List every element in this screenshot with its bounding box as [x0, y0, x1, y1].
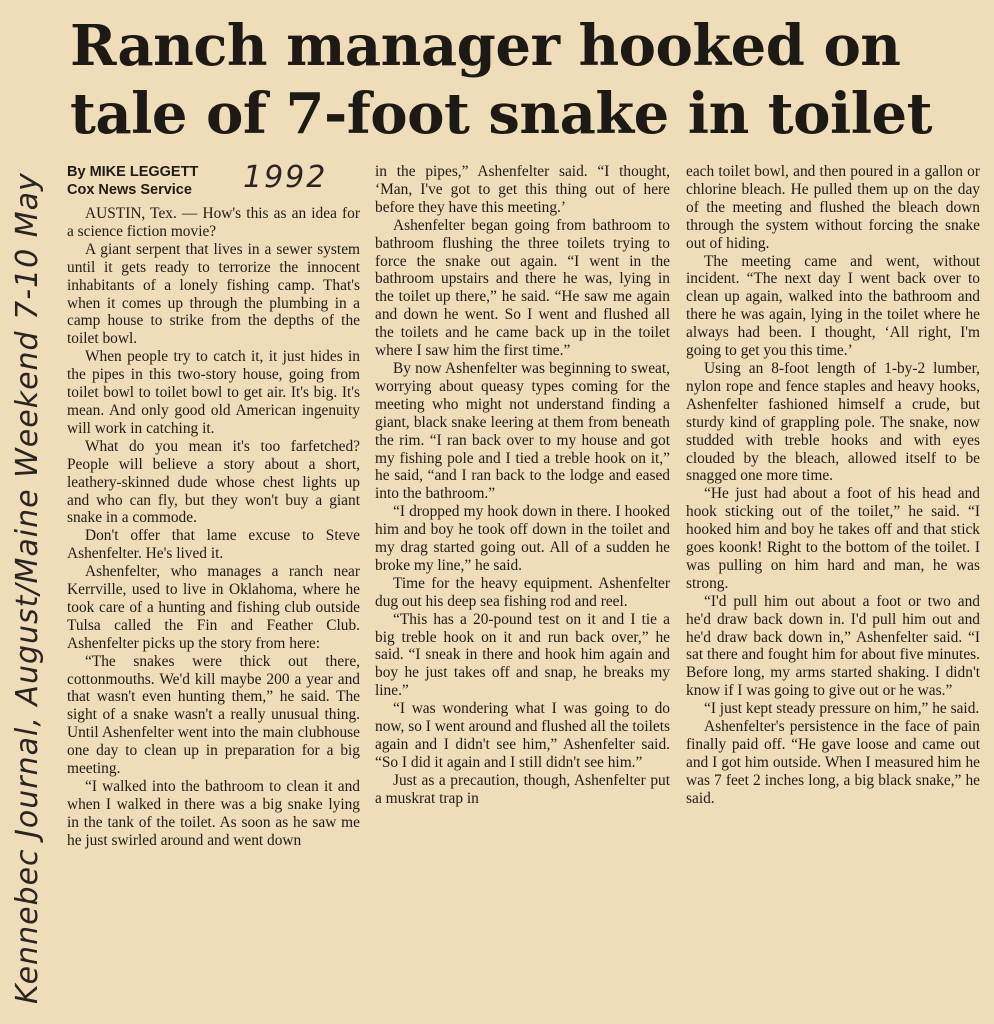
headline-line-1: Ranch manager hooked on: [70, 13, 901, 79]
paragraph: Just as a precaution, though, Ashenfelter put a muskrat trap in: [375, 771, 670, 807]
byline-service: Cox News Service: [67, 182, 192, 198]
handwritten-year: 1992: [243, 160, 328, 195]
paragraph: Don't offer that lame excuse to Steve Ashenfelter. He's lived it.: [67, 527, 360, 563]
paragraph: “I was wondering what I was going to do now, so I went around and flushed all the toilets again and I didn't see him,” Ashenfelter said. “So I did it again and I still didn't see him.”: [375, 700, 670, 771]
headline-line-2: tale of 7-foot snake in toilet: [70, 81, 933, 147]
paragraph: “The snakes were thick out there, cottonmouths. We'd kill maybe 200 a year and that wasn't even hunting them,” he said. The sight of a snake wasn't a really unusual thing. Until Ashenfelter went into the main clubhouse one day to clean up in preparation for a big meeting.: [67, 652, 360, 778]
paragraph: “I'd pull him out about a foot or two and he'd draw back down in. I'd pull him out and he'd draw back down in,” Ashenfelter said. “I sat there and fought him for about five minutes. Before long, my arms started shaking. I didn't know if I was going to give out or he was.”: [686, 592, 980, 700]
paragraph: AUSTIN, Tex. — How's this as an idea for a science fiction movie?: [67, 205, 360, 240]
paragraph: Time for the heavy equipment. Ashenfelter dug out his deep sea fishing rod and reel.: [375, 574, 670, 610]
paragraph: “I just kept steady pressure on him,” he said.: [704, 700, 980, 718]
paragraph: When people try to catch it, it just hides in the pipes in this two-story house, going from toilet bowl to toilet bowl to get air. It's big. It's mean. And only good old American ingenuity will work in catching it.: [67, 348, 360, 437]
paragraph: The meeting came and went, without incident. “The next day I went back over to clean up again, walked into the bathroom and there he was again, lying in the toilet where he always had been. I thought, ‘All right, I'm going to get you this time.’: [686, 252, 980, 360]
paragraph: By now Ashenfelter was beginning to sweat, worrying about queasy types coming for the meeting who might not understand finding a giant, black snake leering at them from beneath the rim. “I ran back over to my house and got my fishing pole and I tied a treble hook on it,” he said, “and I ran back to the lodge and eased into the bathroom.”: [375, 359, 670, 503]
paragraph: Ashenfelter's persistence in the face of pain finally paid off. “He gave loose and came out and I got him outside. When I measured him he was 7 feet 2 inches long, a big black snake,” he said.: [686, 718, 980, 807]
paragraph: Using an 8-foot length of 1-by-2 lumber, nylon rope and fence staples and heavy hooks, Ashenfelter fashioned himself a crude, but sturdy kind of grappling pole. The snake, now studded with treble hooks and with eyes clouded by the bleach, allowed itself to be snagged one more time.: [686, 359, 980, 485]
handwritten-margin-note: Kennebec Journal, August/Maine Weekend 7-10 May: [10, 172, 45, 1004]
paragraph: Ashenfelter, who manages a ranch near Kerrville, used to live in Oklahoma, where he took care of a hunting and fishing club outside Tulsa called the Fin and Feather Club. Ashenfelter picks up the story from here:: [67, 563, 360, 652]
article-column-3: [686, 163, 980, 808]
paragraph: A giant serpent that lives in a sewer system until it gets ready to terrorize the innocent inhabitants of a lonely fishing camp. That's when it comes up through the plumbing in a camp house to strike from the depths of the toilet bowl.: [67, 240, 360, 348]
paragraph: Ashenfelter began going from bathroom to bathroom flushing the three toilets trying to force the snake out again. “I went in the bathroom upstairs and there he was, lying in the toilet up there,” he said. “He saw me again and down he went. So I went and flushed all the toilets and he came back up in the toilet where I saw him the first time.”: [375, 216, 670, 360]
article-column-2: [375, 163, 670, 808]
paragraph: “I walked into the bathroom to clean it and when I walked in there was a big snake lying in the tank of the toilet. As soon as he saw me he just swirled around and went down: [67, 778, 360, 849]
paragraph: in the pipes,” Ashenfelter said. “I thought, ‘Man, I've got to get this thing out of here before they have this meeting.’: [375, 163, 670, 216]
paragraph: “This has a 20-pound test on it and I tie a big treble hook on it and run back over,” he said. “I sneak in there and hook him again and boy he just takes off and snap, he breaks my line.”: [375, 610, 670, 700]
paragraph: each toilet bowl, and then poured in a gallon or chlorine bleach. He pulled them up on the day of the meeting and flushed the bleach down through the system without forcing the snake out of hiding.: [686, 163, 980, 252]
article-column-1: [67, 163, 360, 850]
paragraph: “He just had about a foot of his head and hook sticking out of the toilet,” he said. “I hooked him and boy he takes off and that stick goes koonk! Right to the bottom of the toilet. I was pulling on him hard and man, he was strong.: [686, 485, 980, 592]
paragraph: What do you mean it's too farfetched? People will believe a story about a short, leathery-skinned dude whose chest lights up and who can fly, but they won't buy a giant snake in a commode.: [67, 437, 360, 527]
headline: [70, 12, 980, 148]
paragraph: “I dropped my hook down in there. I hooked him and boy he took off down in the toilet and my drag started going out. All of a sudden he broke my line,” he said.: [375, 503, 670, 574]
byline-author: By MIKE LEGGETT: [67, 164, 199, 180]
